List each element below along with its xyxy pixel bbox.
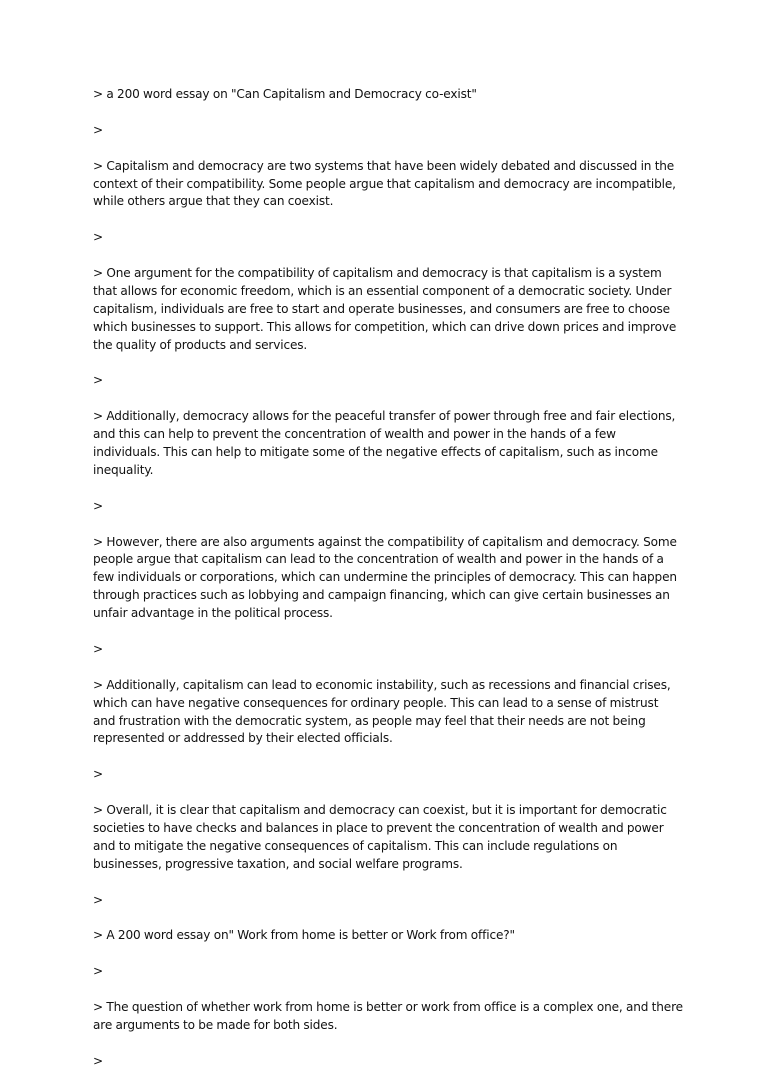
essay-paragraph: > However, there are also arguments against the compatibility of capitalism and democracy. Some people argue that capitalism can lead to the concentration of wealth and power in the hands of a few individuals or corporations, which can undermine the principles of democracy. This can happen through practices such as lobbying and campaign financing, which can give certain businesses an unfair advantage in the political process. <box>93 534 677 621</box>
essay-paragraph: > Additionally, democracy allows for the peaceful transfer of power through free and fair elections, and this can help to prevent the concentration of wealth and power in the hands of a few individuals. This can help to mitigate some of the negative effects of capitalism, such as income inequality. <box>93 409 676 477</box>
quote-separator: > <box>93 892 103 907</box>
essay-paragraph: > One argument for the compatibility of capitalism and democracy is that capitalism is a system that allows for economic freedom, which is an essential component of a democratic society. Under capitalism, individuals are free to start and operate businesses, and consumers are free to choose which businesses to support. This allows for competition, which can drive down prices and improve the quality of products and services. <box>93 266 677 352</box>
quote-separator: > <box>93 373 103 388</box>
essay-paragraph: > Additionally, capitalism can lead to economic instability, such as recessions and financial crises, which can have negative consequences for ordinary people. This can lead to a sense of mistrust and frustration with the democratic system, as people may feel that their needs are not being represented or addressed by their elected officials. <box>93 677 671 746</box>
essay-paragraph: > Capitalism and democracy are two systems that have been widely debated and discussed in the context of their compatibility. Some people argue that capitalism and democracy are incompatible, while others argue that they can coexist. <box>93 158 676 209</box>
quote-separator: > <box>93 230 103 245</box>
quote-separator: > <box>93 1053 103 1068</box>
essay-prompt-2: > A 200 word essay on" Work from home is better or Work from office?" <box>93 928 515 943</box>
quote-separator: > <box>93 767 103 782</box>
quote-separator: > <box>93 498 103 513</box>
quote-separator: > <box>93 641 103 656</box>
essay-paragraph: > The question of whether work from home is better or work from office is a complex one, and there are arguments to be made for both sides. <box>93 999 683 1032</box>
document-body <box>93 86 683 1088</box>
quote-separator: > <box>93 122 103 137</box>
essay-prompt-1: > a 200 word essay on "Can Capitalism and Democracy co-exist" <box>93 87 477 101</box>
essay-paragraph: > Overall, it is clear that capitalism and democracy can coexist, but it is important for democratic societies to have checks and balances in place to prevent the concentration of wealth and power and to mitigate the negative consequences of capitalism. This can include regulations on businesses, progressive taxation, and social welfare programs. <box>93 803 667 871</box>
quote-separator: > <box>93 964 103 979</box>
